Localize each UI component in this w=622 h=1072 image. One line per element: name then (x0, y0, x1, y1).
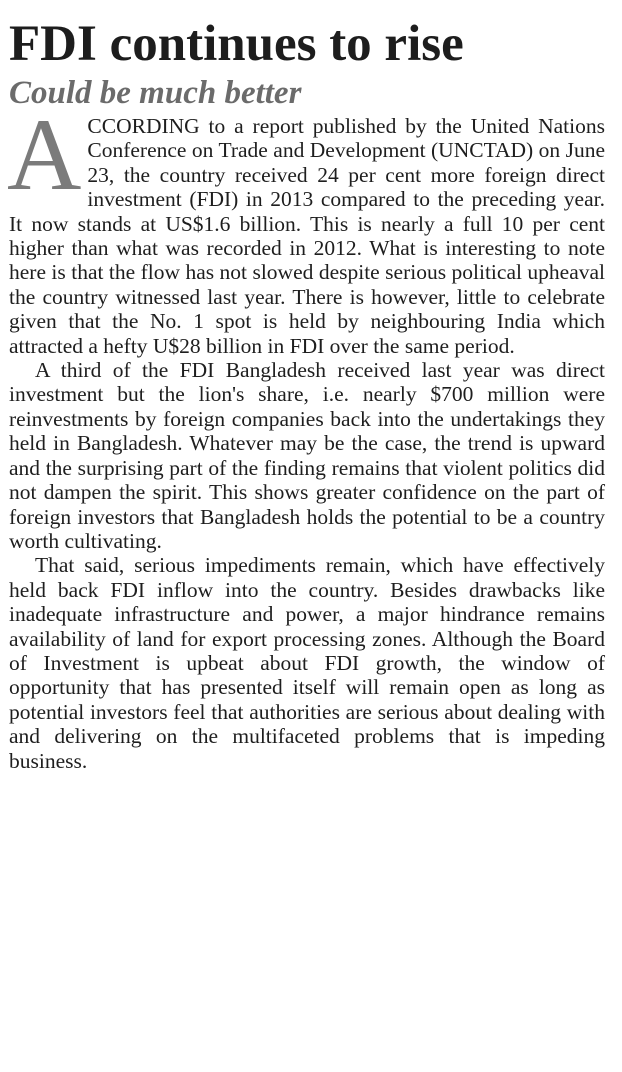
drop-cap: A (7, 98, 82, 212)
article (9, 14, 605, 773)
headline: FDI continues to rise (9, 16, 464, 72)
paragraph-3: That said, serious impediments remain, which have effectively held back FDI inflow into the country. Besides drawbacks like inadequate infrastructure and power, a major hindrance remains availability of land for export processing zones. Although the Board of Investment is upbeat about FDI growth, the window of opportunity that has presented itself will remain open as long as potential investors feel that authorities are serious about dealing with and delivering on the multifaceted problems that is impeding business. (9, 553, 605, 773)
paragraph-1 (7, 98, 605, 358)
article-body (7, 98, 605, 773)
paragraph-1-text: CCORDING to a report published by the United Nations Conference on Trade and Development (UNCTAD) on June 23, the country received 24 per cent more foreign direct investment (FDI) in 2013 compared to the preceding year. It now stands at US$1.6 billion. This is nearly a full 10 per cent higher than what was recorded in 2012. What is interesting to note here is that the flow has not slowed despite serious political upheaval the country witnessed last year. There is however, little to celebrate given that the No. 1 spot is held by neighbouring India which attracted a hefty U$28 billion in FDI over the same period. (9, 114, 605, 358)
paragraph-2: A third of the FDI Bangladesh received last year was direct investment but the lion's share, i.e. nearly $700 million were reinvestments by foreign companies back into the undertakings they held in Bangladesh. Whatever may be the case, the trend is upward and the surprising part of the finding remains that violent politics did not dampen the spirit. This shows greater confidence on the part of foreign investors that Bangladesh holds the potential to be a country worth cultivating. (9, 358, 605, 553)
subheadline: Could be much better (9, 75, 302, 111)
